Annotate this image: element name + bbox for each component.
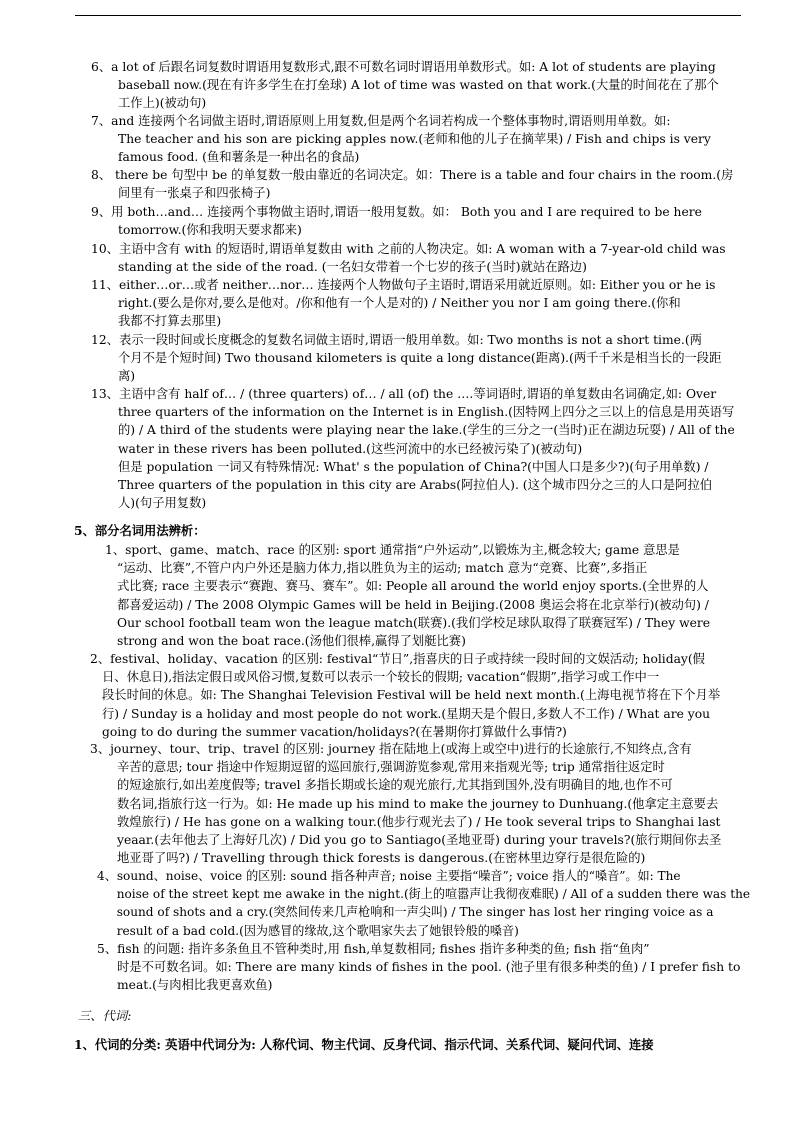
text-line: 但是 population 一词又有特殊情况: What' s the population of China?(中国人口是多少?)(句子用单数) / — [118, 459, 709, 474]
text-line: water in these rivers has been polluted.(这些河流中的水已经被污染了)(被动句) — [118, 441, 583, 456]
list-item — [91, 58, 719, 113]
list-item — [90, 740, 721, 867]
text-line: The teacher and his son are picking apples now.(老师和他的儿子在摘苹果) / Fish and chips is very — [118, 132, 711, 147]
list-item — [97, 867, 760, 940]
list-item — [91, 331, 721, 386]
text-line: sound of shots and a cry.(突然间传来几声枪响和一声尖叫) / The singer has lost her ringing voice as a — [116, 905, 714, 920]
text-line: Three quarters of the population in this city are Arabs(阿拉伯人). (这个城市四分之三的人口是阿拉伯 — [118, 478, 713, 493]
text-line: 8、 there be 句型中 be 的单复数一般由靠近的名词决定。如：There is a table and four chairs in the room.(房 — [91, 168, 734, 182]
text-line: 时是不可数名词。如: There are many kinds of fishes in the pool. (池子里有很多种类的鱼) / I prefer fish to — [117, 960, 741, 975]
list-item — [91, 385, 735, 512]
text-line: famous food. (鱼和薯条是一种出名的食品) — [118, 150, 360, 165]
list-item — [90, 650, 720, 741]
list-item — [91, 240, 726, 276]
text-line: yeaar.(去年他去了上海好几次) / Did you go to Santiago(圣地亚哥) during your travels?(旅行期间你去圣 — [117, 833, 722, 848]
text-line: 3、journey、tour、trip、travel 的区别: journey 指在陆地上(或海上或空中)进行的长途旅行,不知终点,含有 — [90, 742, 692, 756]
text-line: 12、表示一段时间或长度概念的复数名词做主语时,谓语一般用单数。如: Two months is not a short time.(两 — [91, 333, 702, 347]
text-line: 1、代词的分类: 英语中代词分为: 人称代词、物主代词、反身代词、指示代词、关系代词、疑问代词、连接 — [74, 1037, 654, 1052]
text-line: 人)(句子用复数) — [118, 496, 207, 511]
list-item — [91, 112, 711, 167]
text-line: 段长时间的休息。如: The Shanghai Television Festival will be held next month.(上海电视节将在下个月举 — [102, 688, 721, 703]
text-line: 7、and 连接两个名词做主语时,谓语原则上用复数,但是两个名词若构成一个整体事物时,谓语则用单数。如: — [91, 114, 671, 128]
text-line: 都喜爱运动) / The 2008 Olympic Games will be held in Beijing.(2008 奥运会将在北京举行)(被动句) / — [117, 597, 709, 612]
text-line: result of a bad cold.(因为感冒的缘故,这个歌唱家失去了她银铃般的嗓音) — [116, 923, 519, 938]
section-label: 三、代词: — [78, 1009, 132, 1023]
text-line: meat.(与肉相比我更喜欢鱼) — [117, 978, 273, 993]
text-line: 离) — [118, 369, 136, 384]
text-line: Our school football team won the league match(联赛).(我们学校足球队取得了联赛冠军) / They were — [117, 615, 711, 630]
text-line: 2、festival、holiday、vacation 的区别: festival“节日”,指喜庆的日子或持续一段时间的文娱活动; holiday(假 — [90, 652, 705, 666]
text-line: 4、sound、noise、voice 的区别: sound 指各种声音; noise 主要指“噪音”; voice 指人的“嗓音”。如: The — [97, 869, 681, 883]
text-line: 工作上)(被动句) — [118, 96, 207, 111]
section-heading: 5、部分名词用法辨析： — [74, 523, 206, 538]
text-line: strong and won the boat race.(汤他们很棒,赢得了划艇比赛) — [117, 634, 466, 649]
list-item — [97, 940, 740, 995]
text-line: 的) / A third of the students were playing near the lake.(学生的三分之一(当时)正在湖边玩耍) / All of the — [118, 423, 735, 438]
text-line: 行) / Sunday is a holiday and most people do not work.(星期天是个假日,多数人不工作) / What are you — [102, 706, 711, 721]
list-item — [105, 541, 710, 650]
list-item — [91, 276, 715, 331]
text-line: 日、休息日),指法定假日或风俗习惯,复数可以表示一个较长的假期; vacation“假期”,指学习或工作中一 — [102, 670, 660, 685]
text-line: 地亚哥了吗?) / Travelling through thick forests is dangerous.(在密林里边穿行是很危险的) — [117, 851, 646, 866]
text-line: 我都不打算去那里) — [118, 314, 222, 329]
text-line: right.(要么是你对,要么是他对。/你和他有一个人是对的) / Neither you nor I am going there.(你和 — [118, 296, 681, 311]
text-line: 个月不是个短时间) Two thousand kilometers is quite a long distance(距离).(两千千米是相当长的一段距 — [118, 351, 722, 366]
text-line: 13、主语中含有 half of… / (three quarters) of… / all (of) the ….等词语时,谓语的单复数由名词确定,如: Over — [91, 387, 717, 401]
text-line: 6、a lot of 后跟名词复数时谓语用复数形式,跟不可数名词时谓语用单数形式。如: A lot of students are playing — [91, 60, 716, 74]
text-line: 1、sport、game、match、race 的区别: sport 通常指“户外运动”,以锻炼为主,概念较大; game 意思是 — [105, 543, 680, 557]
text-line: 式比赛; race 主要表示“赛跑、赛马、赛车”。如: People all around the world enjoy sports.(全世界的人 — [117, 579, 709, 594]
text-line: 数名词,指旅行这一行为。如: He made up his mind to make the journey to Dunhuang.(他拿定主意要去 — [117, 796, 719, 811]
text-line: three quarters of the information on the Internet is in English.(因特网上四分之三以上的信息是用英语写 — [118, 405, 735, 420]
text-line: 10、主语中含有 with 的短语时,谓语单复数由 with 之前的人物决定。如: A woman with a 7-year-old child was — [91, 242, 726, 256]
text-line: 9、用 both…and… 连接两个事物做主语时,谓语一般用复数。如： Both you and I are required to be here — [91, 205, 702, 219]
text-line: 的短途旅行,如出差度假等; travel 多指长期或长途的观光旅行,尤其指到国外,没有明确目的地,也作不可 — [117, 778, 673, 793]
text-line: 11、either…or…或者 neither…nor… 连接两个人物做句子主语时,谓语采用就近原则。如: Either you or he is — [91, 278, 716, 292]
list-item — [91, 203, 702, 239]
text-line: 辛苦的意思; tour 指途中作短期逗留的巡回旅行,强调游览参观,常用来指观光等; trip 通常指往返定时 — [117, 760, 665, 775]
text-line: going to do during the summer vacation/holidays?(在暑期你打算做什么事情?) — [102, 724, 567, 739]
text-line: standing at the side of the road. (一名妇女带着一个七岁的孩子(当时)就站在路边) — [118, 260, 587, 275]
text-line: tomorrow.(你和我明天要求都来) — [118, 223, 302, 238]
text-line: “运动、比赛”,不管户内户外还是脑力体力,指以胜负为主的运动; match 意为“竞赛、比赛”,多指正 — [117, 561, 648, 576]
section-item — [74, 1036, 654, 1054]
list-item — [91, 166, 733, 202]
text-line: noise of the street kept me awake in the night.(街上的喧嚣声让我彻夜难眠) / All of a sudden there was the — [116, 887, 751, 902]
text-line: 间里有一张桌子和四张椅子) — [118, 186, 271, 201]
text-line: 敦煌旅行) / He has gone on a walking tour.(他步行观光去了) / He took several trips to Shanghai last — [117, 814, 721, 829]
text-line: 5、fish 的问题: 指许多条鱼且不管种类时,用 fish,单复数相同; fishes 指许多种类的鱼; fish 指“鱼肉” — [97, 942, 650, 956]
page-top-rule — [75, 15, 741, 16]
text-line: baseball now.(现在有许多学生在打垒球) A lot of time was wasted on that work.(大量的时间花在了那个 — [118, 78, 719, 93]
